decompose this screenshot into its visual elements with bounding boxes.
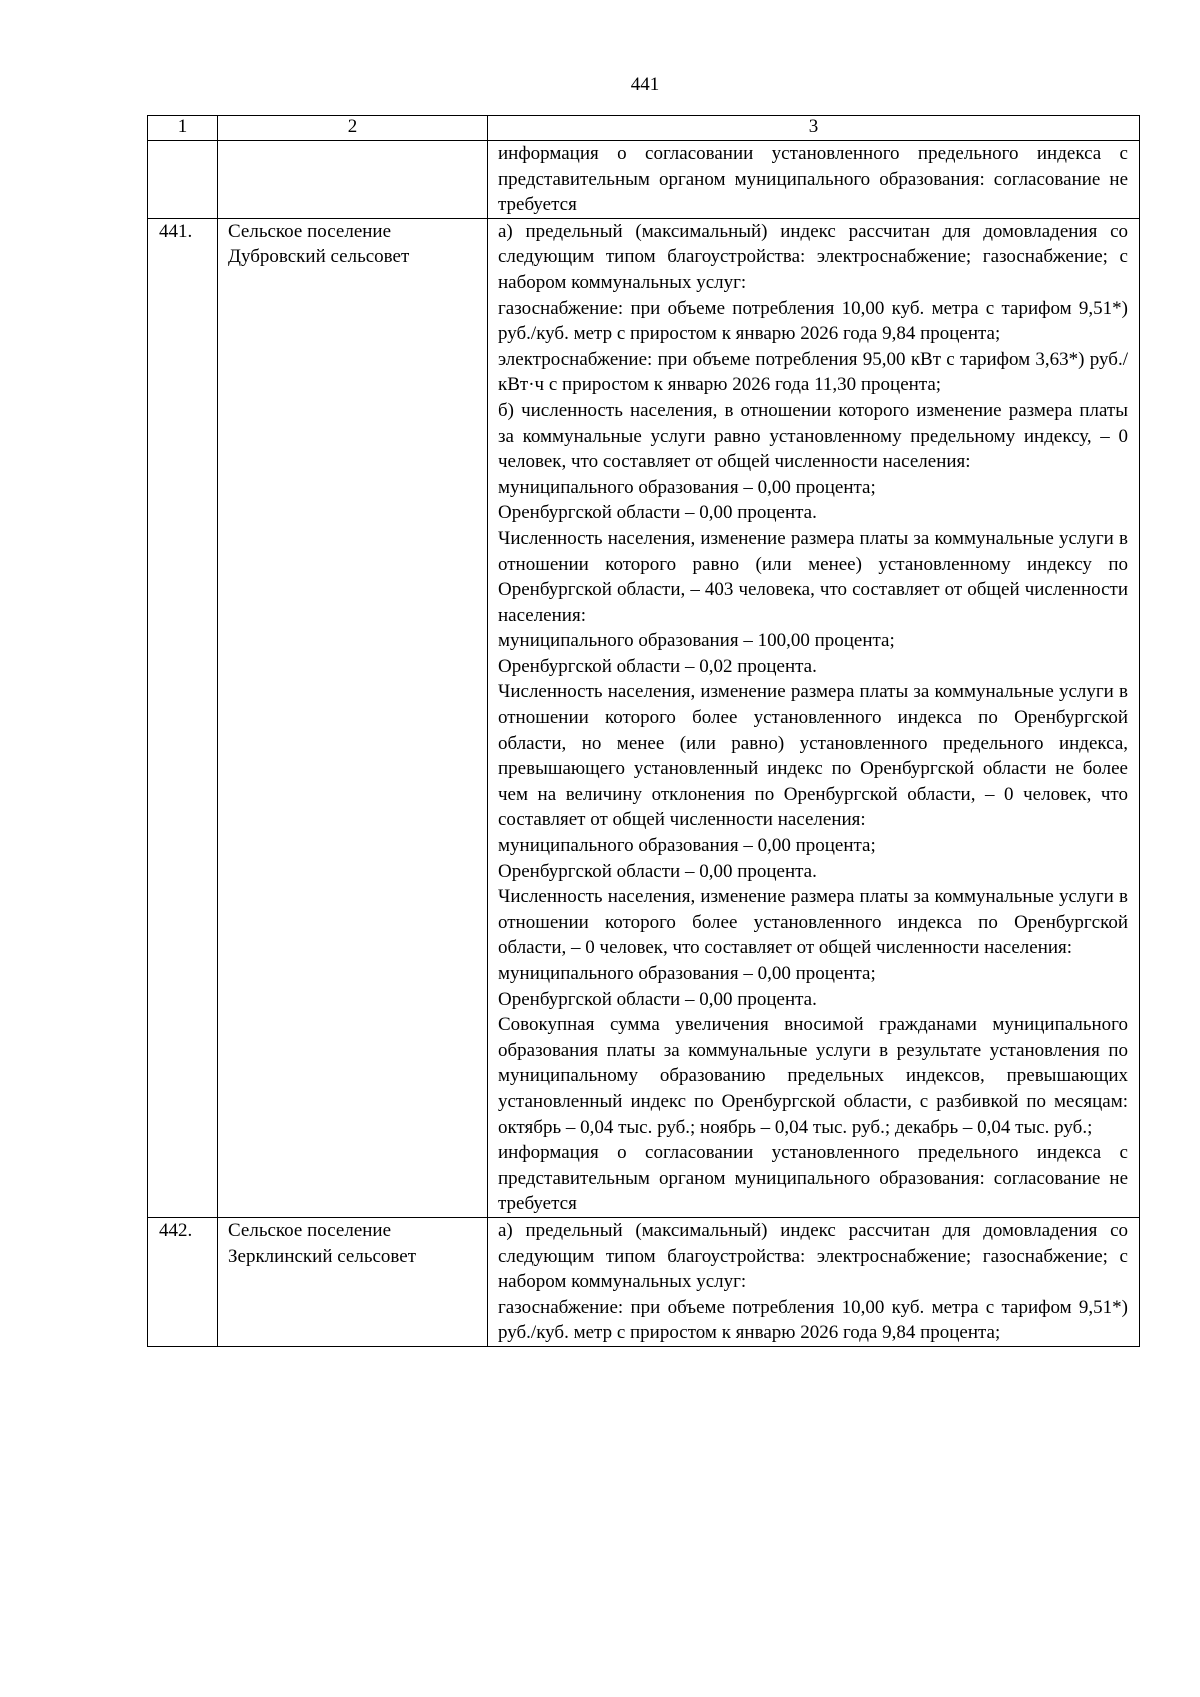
paragraph: муниципального образования – 0,00 процента; bbox=[498, 476, 876, 498]
settlement-name bbox=[218, 218, 488, 1217]
settlement-name bbox=[218, 141, 488, 219]
paragraph: газоснабжение: при объеме потребления 10,00 куб. метра с тарифом 9,51*) руб./куб. метр с приростом к январю 2026 года 9,84 процента; bbox=[498, 297, 1128, 345]
settlement-name bbox=[218, 1217, 488, 1346]
table-row bbox=[148, 218, 1140, 1217]
table-row bbox=[148, 1217, 1140, 1346]
paragraph: газоснабжение: при объеме потребления 10,00 куб. метра с тарифом 9,51*) руб./куб. метр с приростом к январю 2026 года 9,84 процента; bbox=[498, 1296, 1128, 1344]
paragraph: а) предельный (максимальный) индекс рассчитан для домовладения со следующим типом благоустройства: электроснабжение; газоснабжение; с набором коммунальных услуг: bbox=[498, 1219, 1128, 1293]
paragraph: Численность населения, изменение размера платы за коммунальные услуги в отношении которого равно (или менее) установленному индексу по Оренбургской области, – 403 человека, что составляет от общей численности населения: bbox=[498, 527, 1128, 626]
row-number bbox=[148, 141, 218, 219]
paragraph: Численность населения, изменение размера платы за коммунальные услуги в отношении которого более установленного индекса по Оренбургской области, но менее (или равно) установленного предельного индекса, превышающего установленный индекс по Оренбургской области не более чем на величину отклонения по Оренбургской области, – 0 человек, что составляет от общей численности населения: bbox=[498, 681, 1128, 831]
paragraph: а) предельный (максимальный) индекс рассчитан для домовладения со следующим типом благоустройства: электроснабжение; газоснабжение; с набором коммунальных услуг: bbox=[498, 220, 1128, 293]
column-number-1: 1 bbox=[148, 116, 218, 141]
paragraph: муниципального образования – 0,00 процента; bbox=[498, 835, 876, 857]
row-number: 441. bbox=[148, 218, 218, 1217]
paragraph: Оренбургской области – 0,00 процента. bbox=[498, 502, 817, 524]
paragraph: Оренбургской области – 0,00 процента. bbox=[498, 860, 817, 882]
row-number: 442. bbox=[148, 1217, 218, 1346]
document-table bbox=[147, 115, 1140, 1347]
settlement-type: Сельское поселение bbox=[228, 1219, 392, 1241]
paragraph: Оренбургской области – 0,00 процента. bbox=[498, 988, 817, 1010]
paragraph: информация о согласовании установленного предельного индекса с представительным органом муниципального образования: согласование не требуется bbox=[498, 143, 1128, 216]
paragraph: Оренбургской области – 0,02 процента. bbox=[498, 655, 817, 677]
page-number: 441 bbox=[630, 74, 660, 95]
paragraph: Численность населения, изменение размера платы за коммунальные услуги в отношении которого более установленного индекса по Оренбургской области, – 0 человек, что составляет от общей численности населения: bbox=[498, 886, 1128, 959]
paragraph: Совокупная сумма увеличения вносимой гражданами муниципального образования платы за коммунальные услуги в результате установления по муниципальному образованию предельных индексов, превышающих установленный индекс по Оренбургской области, с разбивкой по месяцам: октябрь – 0,04 тыс. руб.; ноябрь – 0,04 тыс. руб.; декабрь – 0,04 тыс. руб.; bbox=[498, 1014, 1128, 1138]
paragraph: муниципального образования – 100,00 процента; bbox=[498, 630, 895, 652]
paragraph: муниципального образования – 0,00 процента; bbox=[498, 963, 876, 984]
settlement-title: Дубровский сельсовет bbox=[228, 246, 410, 268]
paragraph: электроснабжение: при объеме потребления 95,00 кВт с тарифом 3,63*) руб./кВт·ч с приростом к январю 2026 года 11,30 процента; bbox=[498, 348, 1128, 396]
row-description bbox=[488, 1217, 1140, 1346]
row-description bbox=[488, 218, 1140, 1217]
table-header-row bbox=[148, 116, 1140, 141]
table-row bbox=[148, 141, 1140, 219]
settlement-title: Зерклинский сельсовет bbox=[228, 1245, 417, 1267]
row-description bbox=[488, 141, 1140, 219]
paragraph: б) численность населения, в отношении которого изменение размера платы за коммунальные услуги равно установленному предельному индексу, – 0 человек, что составляет от общей численности населения: bbox=[498, 399, 1128, 473]
settlement-type: Сельское поселение bbox=[228, 220, 392, 242]
paragraph: информация о согласовании установленного предельного индекса с представительным органом муниципального образования: согласование не требуется bbox=[498, 1142, 1128, 1215]
column-number-3: 3 bbox=[488, 116, 1140, 141]
column-number-2: 2 bbox=[218, 116, 488, 141]
